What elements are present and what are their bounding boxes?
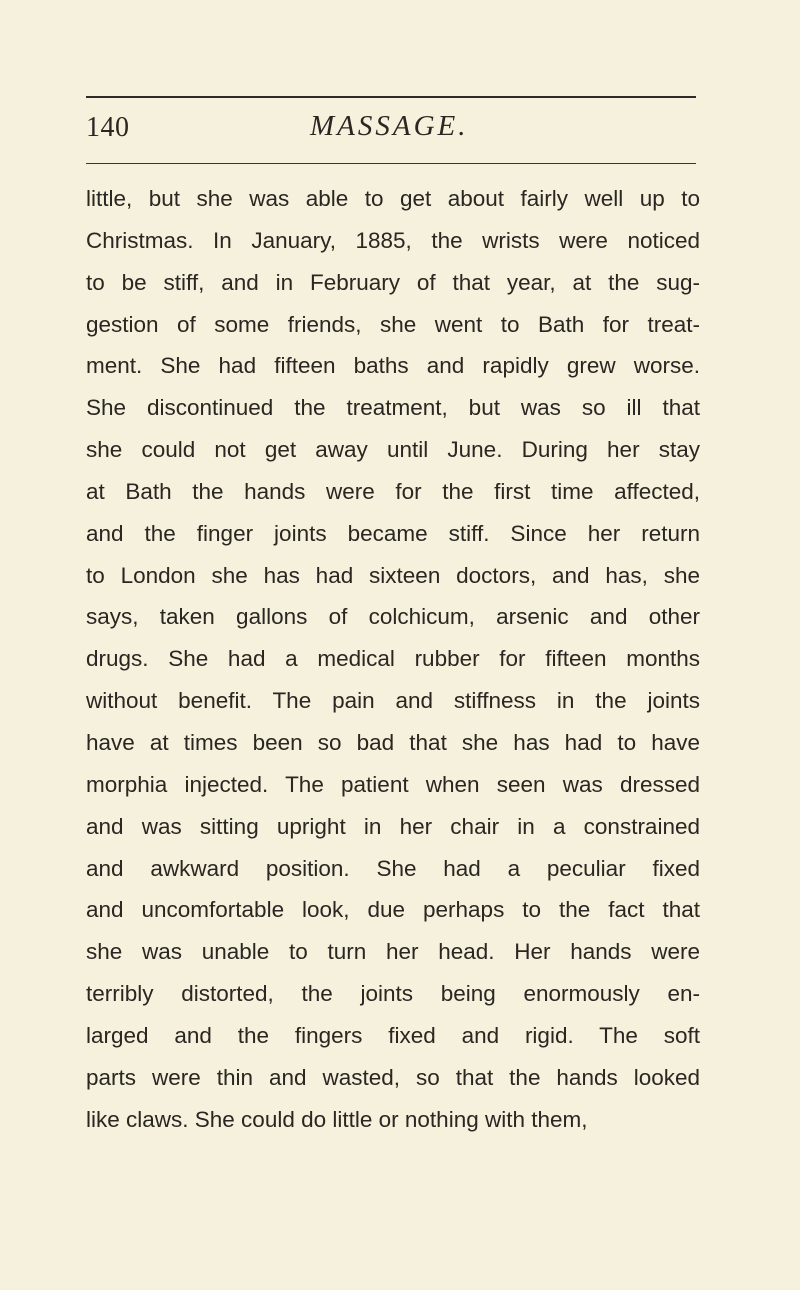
text-line: at Bath the hands were for the first time affected, [86,478,700,504]
text-line: morphia injected. The patient when seen was dressed [86,771,700,797]
text-line: drugs. She had a medical rubber for fifteen months [86,646,700,672]
text-line: she could not get away until June. During her stay [86,437,700,463]
text-line: to be stiff, and in February of that year, at the sug- [86,269,700,295]
text-line: ment. She had fifteen baths and rapidly grew worse. [86,353,700,379]
text-line: and uncomfortable look, due perhaps to the fact that [86,897,700,923]
text-line: have at times been so bad that she has had to have [86,729,700,755]
text-line: and awkward position. She had a peculiar fixed [86,855,700,881]
text-line: gestion of some friends, she went to Bath for treat- [86,311,700,337]
text-line: says, taken gallons of colchicum, arsenic and other [86,604,700,630]
page-number: 140 [86,112,130,143]
text-line: terribly distorted, the joints being enormously en- [86,981,700,1007]
text-line: to London she has had sixteen doctors, and has, she [86,562,700,588]
running-head [86,108,696,158]
text-line: parts were thin and wasted, so that the hands looked [86,1064,700,1090]
text-line: she was unable to turn her head. Her hands were [86,939,700,965]
running-title: MASSAGE. [310,110,469,142]
text-line: like claws. She could do little or nothing with them, [86,1106,588,1132]
text-line: and the finger joints became stiff. Since her return [86,520,700,546]
text-line: She discontinued the treatment, but was so ill that [86,395,700,421]
text-line: and was sitting upright in her chair in a constrained [86,813,700,839]
header-bottom-rule [86,163,696,164]
text-line: larged and the fingers fixed and rigid. The soft [86,1022,700,1048]
text-line: without benefit. The pain and stiffness in the joints [86,688,700,714]
header-top-rule [86,96,696,98]
text-line: Christmas. In January, 1885, the wrists were noticed [86,227,700,253]
text-line: little, but she was able to get about fairly well up to [86,186,700,211]
body-text [86,178,700,1140]
